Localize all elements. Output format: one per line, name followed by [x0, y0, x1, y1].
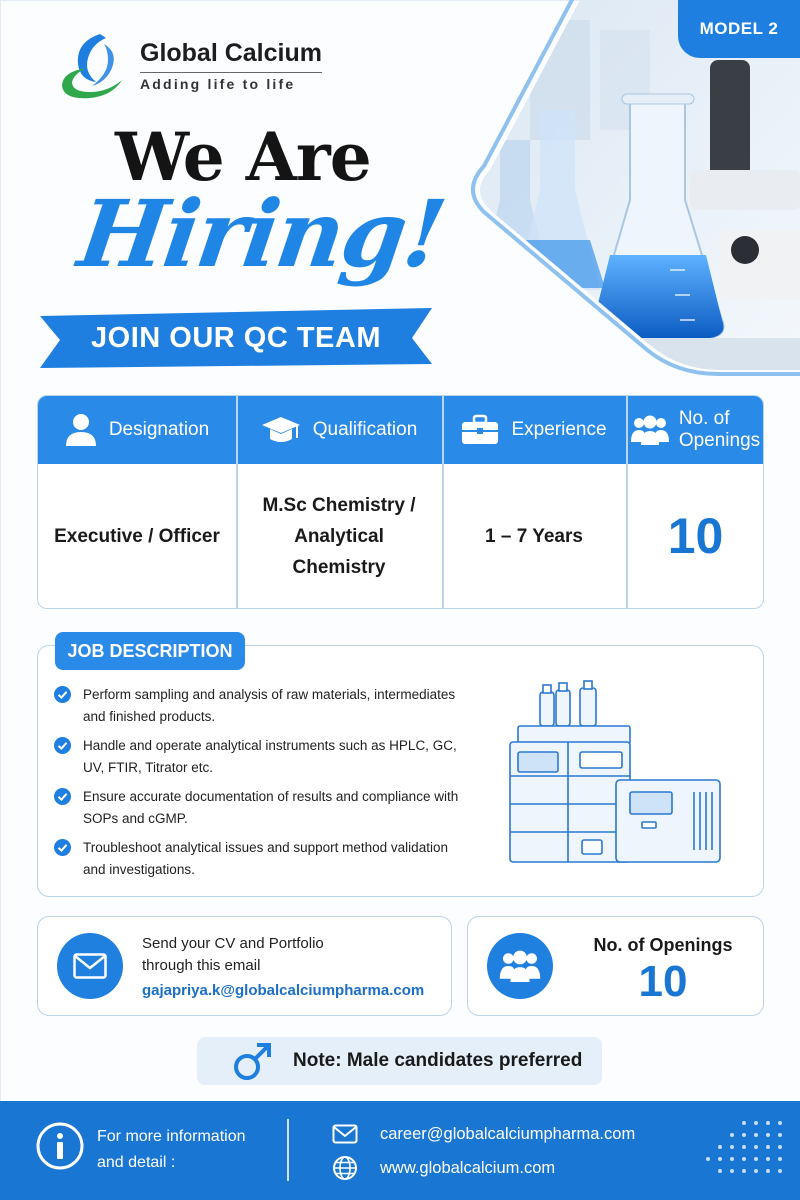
- footer-info-line-1: For more information: [97, 1128, 246, 1145]
- openings-title: No. of Openings: [593, 935, 733, 955]
- brand-tagline: Adding life to life: [140, 75, 296, 92]
- male-symbol-icon: [231, 1041, 273, 1083]
- job-item-text: Ensure accurate documentation of results and compliance with SOPs and cGMP.: [83, 789, 459, 826]
- apply-email-card: [37, 916, 452, 1016]
- job-item-text: Troubleshoot analytical issues and support method validation and investigations.: [83, 840, 448, 877]
- header-designation: [38, 396, 236, 464]
- apply-line-2: through this email: [142, 957, 261, 974]
- footer: [0, 1101, 800, 1200]
- headline-hiring: Hiring!: [72, 180, 451, 288]
- footer-email-link[interactable]: career@globalcalciumpharma.com: [380, 1124, 636, 1143]
- join-team-ribbon: [40, 308, 432, 368]
- list-item: [54, 837, 474, 881]
- check-circle-icon: [54, 839, 71, 856]
- note-banner: [197, 1037, 602, 1085]
- headline-we-are: We Are: [115, 118, 371, 196]
- cell-openings: 10: [667, 507, 724, 564]
- job-description-list: [54, 684, 474, 888]
- list-item: [54, 786, 474, 830]
- header-openings-label-1: No. of: [678, 408, 730, 429]
- brand-logo: [56, 28, 322, 102]
- footer-email-row: [332, 1121, 635, 1147]
- footer-info-line-2: and detail :: [97, 1154, 176, 1171]
- briefcase-icon: [461, 414, 499, 446]
- check-circle-icon: [54, 788, 71, 805]
- openings-card: [467, 916, 764, 1016]
- cell-qualification-line-3: Chemistry: [292, 556, 386, 578]
- cell-qualification: [236, 464, 442, 608]
- footer-website-link[interactable]: www.globalcalcium.com: [380, 1158, 556, 1177]
- group-icon: [487, 933, 553, 999]
- mail-icon: [332, 1121, 358, 1147]
- openings-value: 10: [638, 957, 688, 1006]
- header-qualification-label: Qualification: [312, 419, 418, 440]
- list-item: [54, 735, 474, 779]
- apply-line-1: Send your CV and Portfolio: [142, 935, 324, 952]
- model-tag: MODEL 2: [678, 0, 800, 58]
- global-calcium-logo-icon: [56, 28, 130, 102]
- note-text: Note: Male candidates preferred: [293, 1050, 583, 1071]
- header-qualification: [236, 396, 442, 464]
- apply-email-link[interactable]: gajapriya.k@globalcalciumpharma.com: [142, 982, 425, 999]
- header-experience-label: Experience: [511, 419, 607, 440]
- list-item: [54, 684, 474, 728]
- person-icon: [65, 413, 97, 447]
- position-table: [37, 395, 764, 609]
- check-circle-icon: [54, 686, 71, 703]
- cell-experience: 1 – 7 Years: [485, 525, 583, 547]
- header-experience: [442, 396, 626, 464]
- footer-website-row: [332, 1155, 555, 1181]
- footer-divider: [287, 1119, 289, 1181]
- group-icon: [631, 414, 669, 446]
- header-openings-label-2: Openings: [678, 430, 761, 451]
- job-item-text: Perform sampling and analysis of raw materials, intermediates and finished products.: [83, 687, 456, 724]
- header-openings: [626, 396, 764, 464]
- cell-designation: Executive / Officer: [54, 525, 220, 547]
- header-designation-label: Designation: [108, 419, 210, 440]
- ribbon-text: JOIN OUR QC TEAM: [91, 321, 381, 354]
- cell-qualification-line-1: M.Sc Chemistry /: [262, 494, 416, 516]
- job-item-text: Handle and operate analytical instruments such as HPLC, GC, UV, FTIR, Titrator etc.: [83, 738, 457, 775]
- mail-icon: [57, 933, 123, 999]
- decorative-dots: [702, 1119, 784, 1183]
- info-icon: [35, 1121, 85, 1171]
- cell-qualification-line-2: Analytical: [294, 525, 384, 547]
- check-circle-icon: [54, 737, 71, 754]
- globe-icon: [332, 1155, 358, 1181]
- job-description-title: JOB DESCRIPTION: [55, 632, 245, 670]
- hplc-instrument-illustration: [498, 680, 728, 870]
- graduation-cap-icon: [261, 414, 301, 446]
- brand-name: Global Calcium: [140, 39, 322, 73]
